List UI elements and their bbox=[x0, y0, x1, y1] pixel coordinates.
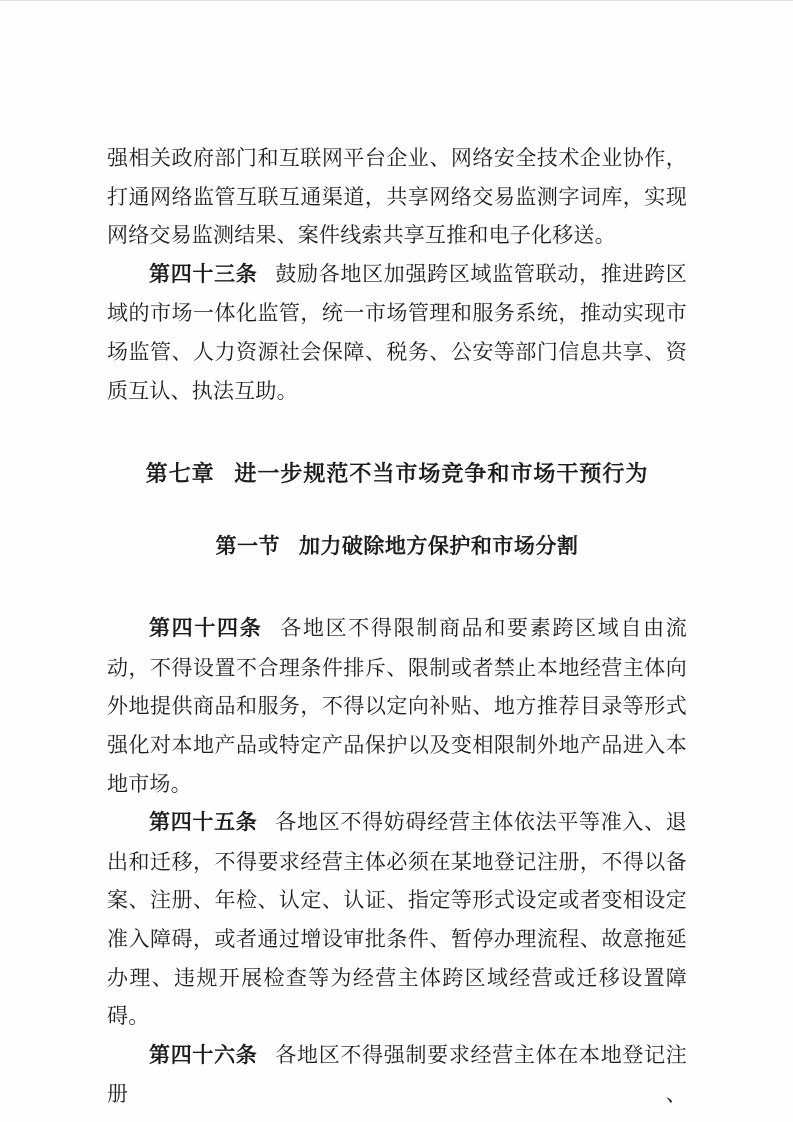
article-45-paragraph bbox=[107, 803, 687, 1036]
article-46-number: 第四十六条 bbox=[149, 1043, 258, 1067]
article-43-number: 第四十三条 bbox=[149, 262, 258, 286]
article-45-text: 各地区不得妨碍经营主体依法平等准入、退出和迁移，不得要求经营主体必须在某地登记注册，不得以备案、注册、年检、认定、认证、指定等形式设定或者变相设定准入障碍，或者通过增设审批条件、暂停办理流程、故意拖延办理、违规开展检查等为经营主体跨区域经营或迁移设置障碍。 bbox=[107, 810, 687, 1029]
article-46-paragraph bbox=[107, 1036, 687, 1114]
scan-edge-line bbox=[0, 0, 793, 1]
article-44-number: 第四十四条 bbox=[149, 617, 263, 641]
article-43-text: 鼓励各地区加强跨区域监管联动，推进跨区域的市场一体化监管，统一市场管理和服务系统，推动实现市场监管、人力资源社会保障、税务、公安等部门信息共享、资质互认、执法互助。 bbox=[107, 261, 687, 403]
article-44-text: 各地区不得限制商品和要素跨区域自由流动，不得设置不合理条件排斥、限制或者禁止本地经营主体向外地提供商品和服务，不得以定向补贴、地方推荐目录等形式强化对本地产品或特定产品保护以及变相限制外地产品进入本地市场。 bbox=[107, 616, 687, 796]
section-1-title: 加力破除地方保护和市场分割 bbox=[298, 535, 579, 559]
chapter-7-heading bbox=[107, 454, 687, 494]
article-44-paragraph bbox=[107, 609, 687, 803]
section-1-number: 第一节 bbox=[215, 535, 281, 559]
chapter-7-title: 进一步规范不当市场竞争和市场干预行为 bbox=[234, 461, 649, 487]
article-43-paragraph bbox=[107, 255, 687, 410]
chapter-7-number: 第七章 bbox=[145, 461, 215, 487]
section-1-heading bbox=[107, 528, 687, 566]
article-45-number: 第四十五条 bbox=[149, 811, 258, 835]
paragraph-continuation: 强相关政府部门和互联网平台企业、网络安全技术企业协作，打通网络监管互联互通渠道，共享网络交易监测字词库，实现网络交易监测结果、案件线索共享互推和电子化移送。 bbox=[107, 146, 687, 248]
article-46-text: 各地区不得强制要求经营主体在本地登记注册、 bbox=[107, 1042, 687, 1107]
page-content bbox=[107, 139, 687, 1114]
